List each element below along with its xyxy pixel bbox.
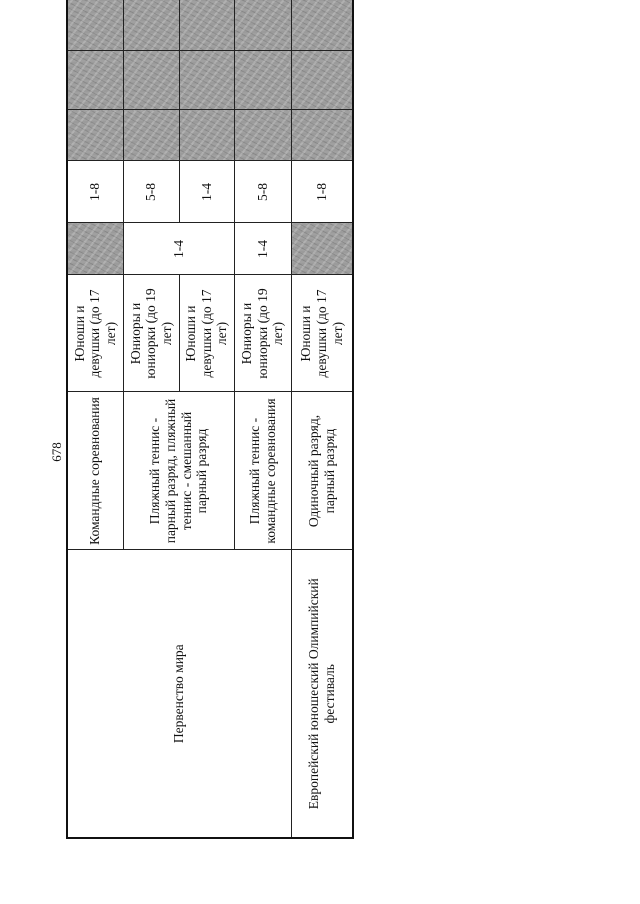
shaded-cell bbox=[291, 110, 353, 161]
places-cell: 5-8 bbox=[123, 161, 179, 223]
discipline-cell: Пляжный теннис - парный разряд, пляжный теннис - смешанный парный разряд bbox=[123, 392, 234, 550]
shaded-cell bbox=[234, 0, 291, 51]
shaded-cell bbox=[67, 223, 123, 275]
shaded-cell bbox=[67, 51, 123, 110]
shaded-cell bbox=[234, 110, 291, 161]
shaded-cell bbox=[67, 0, 123, 51]
places-cell: 1-4 bbox=[234, 223, 291, 275]
age-group-cell: Юниоры и юниорки (до 19 лет) bbox=[234, 275, 291, 392]
results-table bbox=[66, 0, 354, 839]
shaded-cell bbox=[179, 0, 234, 51]
table-row bbox=[67, 0, 123, 838]
shaded-cell bbox=[179, 51, 234, 110]
age-group-cell: Юноши и девушки (до 17 лет) bbox=[179, 275, 234, 392]
age-group-cell: Юноши и девушки (до 17 лет) bbox=[291, 275, 353, 392]
discipline-cell: Командные соревнования bbox=[67, 392, 123, 550]
shaded-cell bbox=[123, 110, 179, 161]
shaded-cell bbox=[291, 0, 353, 51]
shaded-cell bbox=[291, 223, 353, 275]
competition-cell: Первенство мира bbox=[67, 550, 291, 838]
places-cell: 1-4 bbox=[123, 223, 234, 275]
table-row bbox=[291, 0, 353, 838]
age-group-cell: Юниоры и юниорки (до 19 лет) bbox=[123, 275, 179, 392]
shaded-cell bbox=[291, 51, 353, 110]
competition-cell: Европейский юношеский Олимпийский фестиваль bbox=[291, 550, 353, 838]
rotated-table-wrapper bbox=[66, 49, 352, 839]
shaded-cell bbox=[123, 51, 179, 110]
shaded-cell bbox=[179, 110, 234, 161]
places-cell: 5-8 bbox=[234, 161, 291, 223]
discipline-cell: Одиночный разряд, парный разряд bbox=[291, 392, 353, 550]
places-cell: 1-4 bbox=[179, 161, 234, 223]
places-cell: 1-8 bbox=[291, 161, 353, 223]
page-number: 678 bbox=[49, 442, 64, 462]
shaded-cell bbox=[67, 110, 123, 161]
places-cell: 1-8 bbox=[67, 161, 123, 223]
discipline-cell: Пляжный теннис - командные соревнования bbox=[234, 392, 291, 550]
shaded-cell bbox=[123, 0, 179, 51]
age-group-cell: Юноши и девушки (до 17 лет) bbox=[67, 275, 123, 392]
shaded-cell bbox=[234, 51, 291, 110]
